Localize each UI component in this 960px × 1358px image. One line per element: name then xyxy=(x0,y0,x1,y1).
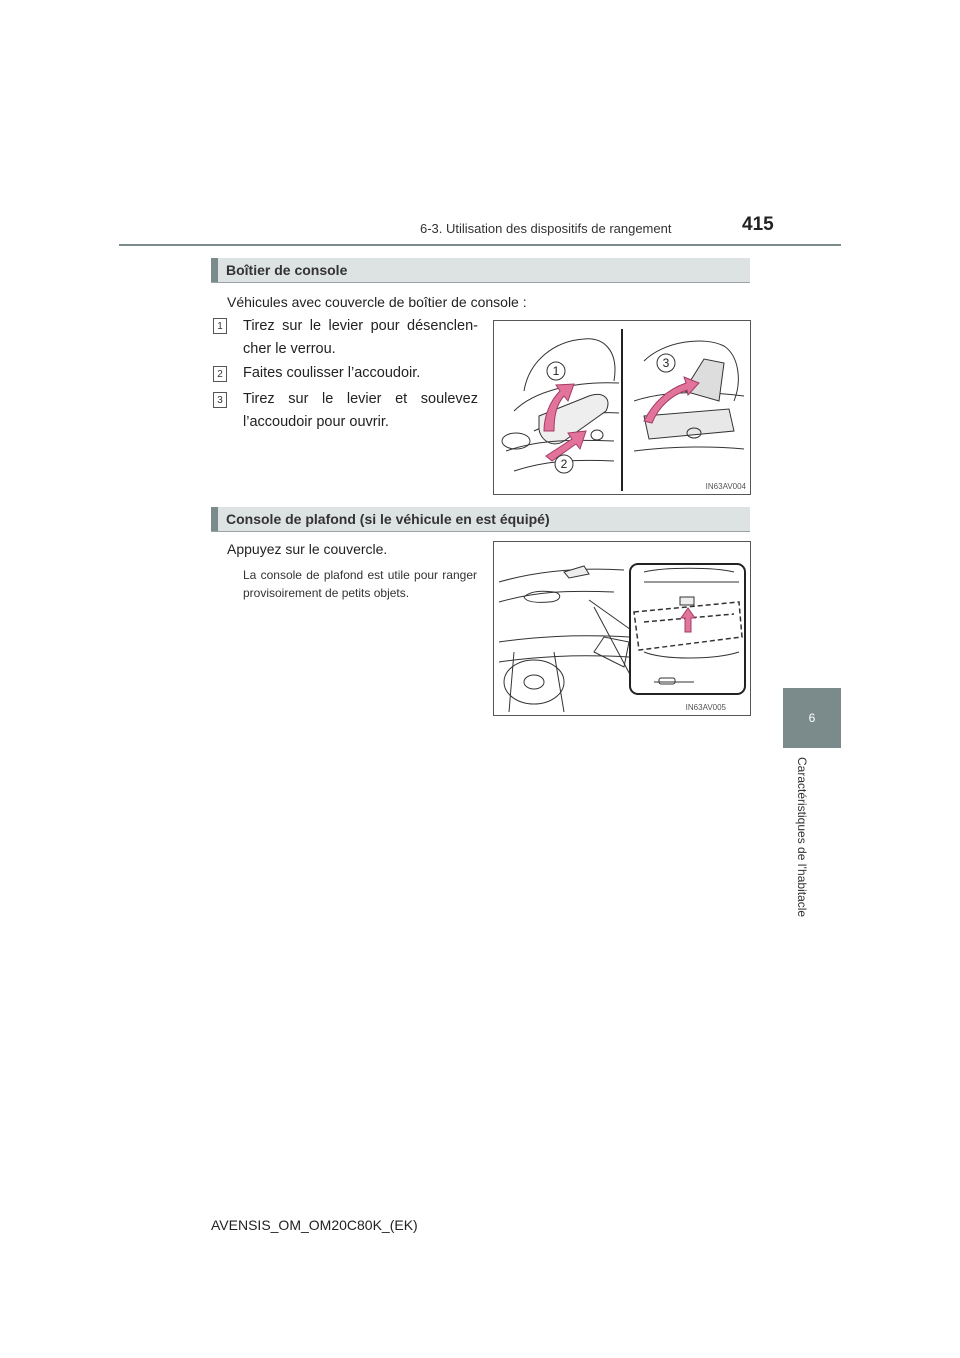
figure-callout: 2 xyxy=(560,457,568,471)
section-heading-marker xyxy=(211,258,218,282)
section-heading-marker xyxy=(211,507,218,531)
section-heading-overhead-console xyxy=(211,507,750,532)
section-heading-console-box xyxy=(211,258,750,283)
document-code: AVENSIS_OM_OM20C80K_(EK) xyxy=(211,1217,418,1233)
console-box-drawing xyxy=(494,321,750,494)
figure-code: IN63AV004 xyxy=(705,482,746,491)
section-instruction: Appuyez sur le couvercle. xyxy=(227,541,388,557)
figure-callout: 1 xyxy=(552,364,560,378)
step-text: Tirez sur le levier et soulevez l’accoudoir pour ouvrir. xyxy=(243,391,478,430)
section-note: La console de plafond est utile pour ranger provisoirement de petits objets. xyxy=(243,568,477,600)
chapter-number: 6 xyxy=(808,711,816,725)
header-rule xyxy=(119,244,841,246)
step-text: Tirez sur le levier pour désenclen-cher le verrou. xyxy=(243,318,478,357)
overhead-console-drawing xyxy=(494,542,750,715)
chapter-title-vertical: Caractéristiques de l’habitacle xyxy=(795,757,809,918)
step-text: Faites coulisser l’accoudoir. xyxy=(243,365,421,381)
step-number-icon: 1 xyxy=(213,318,227,334)
running-section-title: 6-3. Utilisation des dispositifs de rangement xyxy=(420,221,672,236)
overhead-console-illustration xyxy=(493,541,751,716)
section-title: Console de plafond (si le véhicule en est équipé) xyxy=(226,511,550,527)
step-number-icon: 3 xyxy=(213,392,227,408)
section-title: Boîtier de console xyxy=(226,262,348,278)
figure-code: IN63AV005 xyxy=(685,703,726,712)
step-number-icon: 2 xyxy=(213,366,227,382)
page-number: 415 xyxy=(742,214,774,235)
chapter-tab xyxy=(783,688,841,748)
console-box-illustration xyxy=(493,320,751,495)
figure-callout: 3 xyxy=(662,356,670,370)
section-intro: Véhicules avec couvercle de boîtier de console : xyxy=(227,294,527,310)
